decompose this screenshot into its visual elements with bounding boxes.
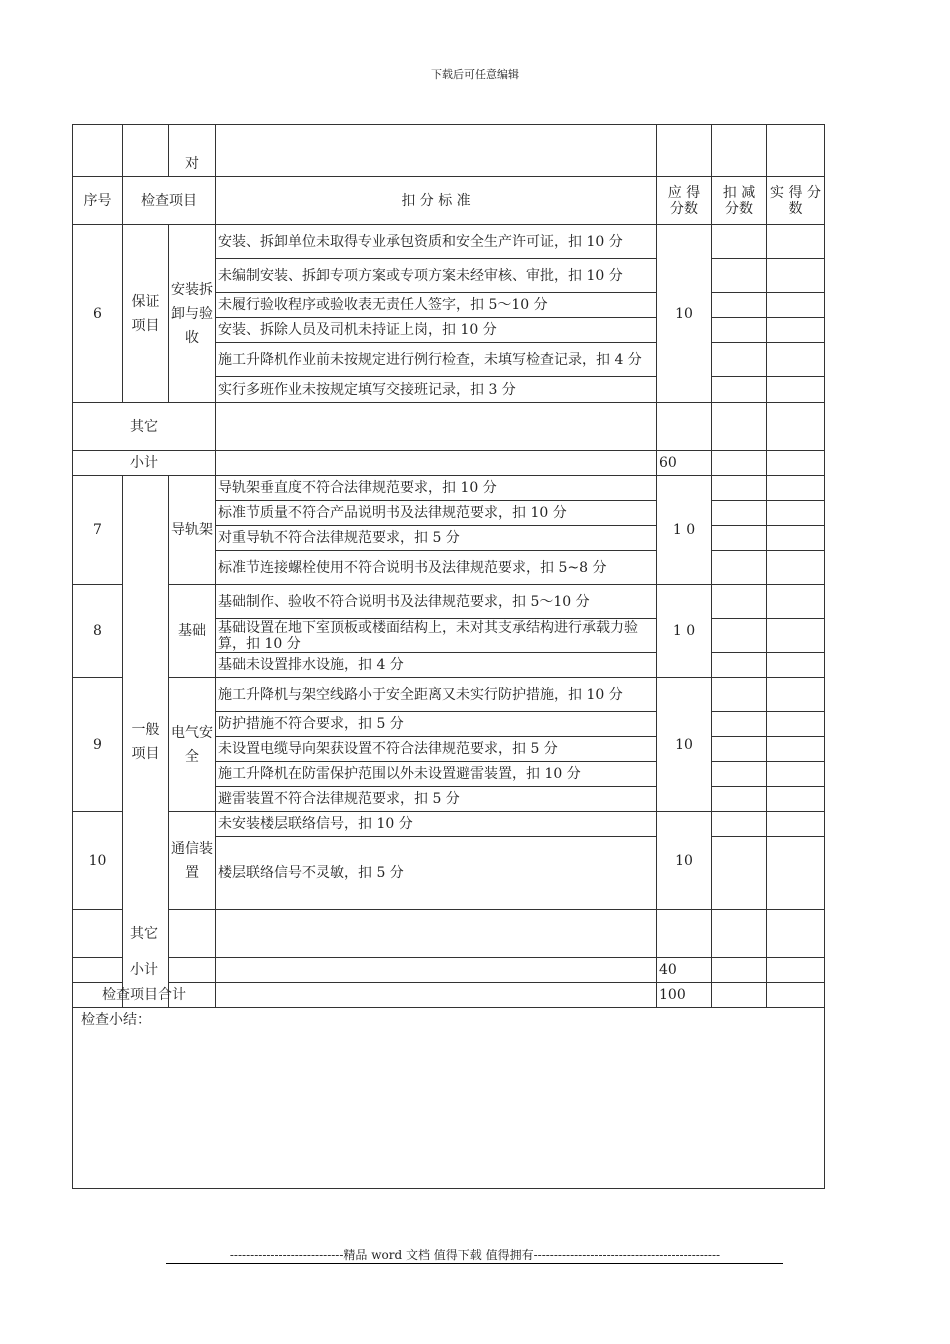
top-fragment: 对 [169, 125, 216, 177]
seq-6: 6 [73, 225, 123, 403]
footer-line [166, 1263, 783, 1264]
inspection-table [72, 124, 824, 1189]
rule: 安装、拆除人员及司机未持证上岗，扣 10 分 [216, 318, 657, 343]
header-note: 下载后可任意编辑 [431, 68, 519, 81]
rule: 导轨架垂直度不符合法律规范要求，扣 10 分 [216, 476, 657, 501]
footer-note: ----------------------------精品 word 文档 值得下载 值得拥有---------------------------------------------- [229, 1248, 721, 1262]
subitem-foundation: 基础 [169, 585, 216, 678]
subtotal-score: 40 [657, 958, 712, 983]
other-label: 其它 [73, 403, 216, 451]
score: 10 [657, 225, 712, 403]
rule: 未编制安装、拆卸专项方案或专项方案未经审核、审批，扣 10 分 [216, 259, 657, 293]
rule: 未设置电缆导向架获设置不符合法律规范要求，扣 5 分 [216, 737, 657, 762]
seq-9: 9 [73, 678, 123, 812]
col-standard: 扣 分 标 准 [216, 177, 657, 225]
subitem-install: 安装拆卸与验收 [169, 225, 216, 403]
subtotal-label: 小计 [73, 958, 216, 983]
rule: 未安装楼层联络信号，扣 10 分 [216, 812, 657, 837]
score: 1 0 [657, 476, 712, 585]
total-score: 100 [657, 983, 712, 1008]
col-item: 检查项目 [123, 177, 216, 225]
category-guarantee: 保证项目 [123, 225, 169, 403]
seq-8: 8 [73, 585, 123, 678]
rule: 标准节质量不符合产品说明书及法律规范要求，扣 10 分 [216, 501, 657, 526]
rule: 楼层联络信号不灵敏，扣 5 分 [216, 837, 657, 910]
rule: 避雷装置不符合法律规范要求，扣 5 分 [216, 787, 657, 812]
score: 10 [657, 678, 712, 812]
subitem-rail: 导轨架 [169, 476, 216, 585]
subitem-comm: 通信装置 [169, 812, 216, 910]
rule: 防护措施不符合要求，扣 5 分 [216, 712, 657, 737]
rule: 施工升降机在防雷保护范围以外未设置避雷装置，扣 10 分 [216, 762, 657, 787]
col-seq: 序号 [73, 177, 123, 225]
seq-7: 7 [73, 476, 123, 585]
col-actual: 实 得 分数 [767, 177, 825, 225]
rule: 基础制作、验收不符合说明书及法律规范要求，扣 5～10 分 [216, 585, 657, 619]
category-general: 一般项目 [123, 476, 169, 1008]
rule: 施工升降机作业前未按规定进行例行检查，未填写检查记录，扣 4 分 [216, 343, 657, 377]
col-deduct: 扣 减 分数 [712, 177, 767, 225]
col-should: 应 得 分数 [657, 177, 712, 225]
subitem-electrical: 电气安全 [169, 678, 216, 812]
summary-label: 检查小结： [73, 1008, 825, 1189]
seq-10: 10 [73, 812, 123, 910]
rule: 实行多班作业未按规定填写交接班记录，扣 3 分 [216, 377, 657, 403]
rule: 安装、拆卸单位未取得专业承包资质和安全生产许可证，扣 10 分 [216, 225, 657, 259]
subtotal-score: 60 [657, 451, 712, 476]
other-label: 其它 [73, 910, 216, 958]
rule: 对重导轨不符合法律规范要求，扣 5 分 [216, 526, 657, 551]
rule: 施工升降机与架空线路小于安全距离又未实行防护措施，扣 10 分 [216, 678, 657, 712]
subtotal-label: 小计 [73, 451, 216, 476]
rule: 基础设置在地下室顶板或楼面结构上，未对其支承结构进行承载力验算，扣 10 分 [216, 619, 657, 653]
rule: 未履行验收程序或验收表无责任人签字，扣 5～10 分 [216, 293, 657, 318]
score: 10 [657, 812, 712, 910]
total-label: 检查项目合计 [73, 983, 216, 1008]
rule: 标准节连接螺栓使用不符合说明书及法律规范要求，扣 5~8 分 [216, 551, 657, 585]
rule: 基础未设置排水设施，扣 4 分 [216, 653, 657, 678]
score: 1 0 [657, 585, 712, 678]
